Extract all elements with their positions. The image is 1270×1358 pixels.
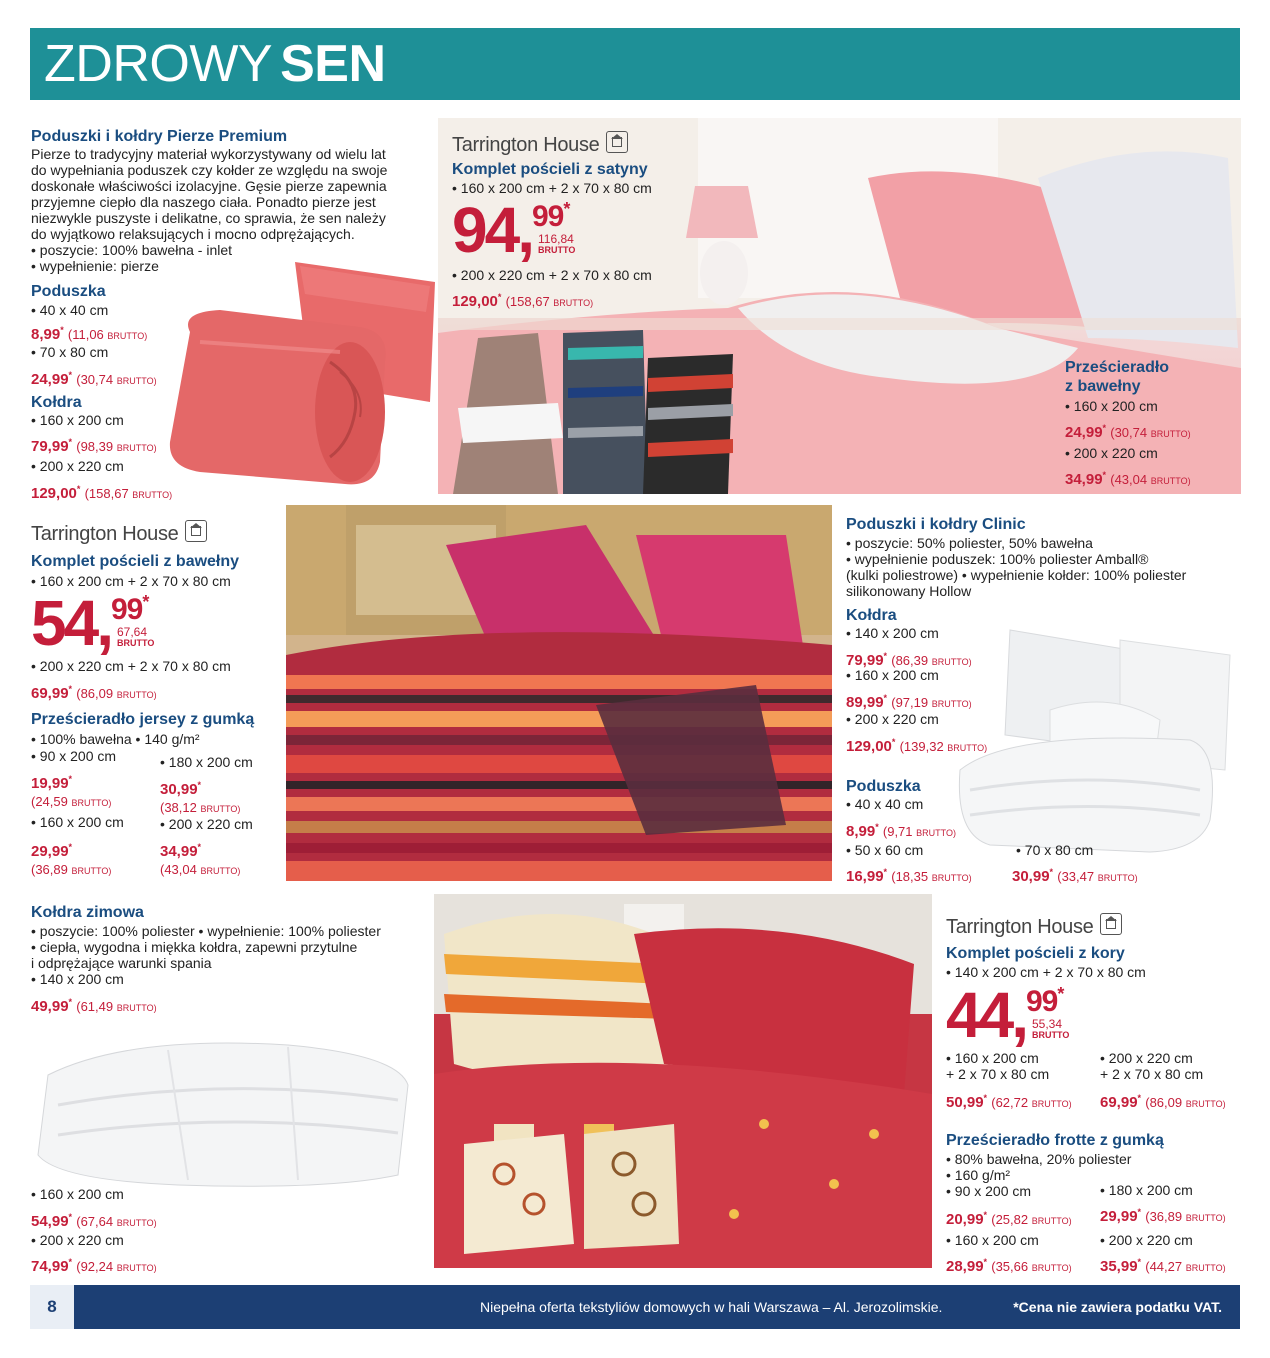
seersucker-bedding-photo [434,894,932,1268]
size-label: • 70 x 80 cm [31,344,109,360]
size-label: • 160 x 200 cm [31,814,124,830]
size-label: • 200 x 220 cm + 2 x 70 x 80 cm [1100,1050,1204,1082]
price: 89,99* (97,19 BRUTTO) [846,693,972,711]
page-number: 8 [30,1285,74,1329]
s3-big-price: 54, 99* 67,64 BRUTTO [31,587,155,659]
price: 8,99* (11,06 BRUTTO) [31,325,148,343]
s2-big-price: 94, 99* 116,84 BRUTTO [452,194,576,266]
price: 19,99* (24,59 BRUTTO) [31,774,112,809]
house-brand-icon [606,131,628,153]
price: 79,99* (98,39 BRUTTO) [31,437,157,455]
size-label: • 160 x 200 cm + 2 x 70 x 80 cm [31,573,231,589]
price: 8,99* (9,71 BRUTTO) [846,822,956,840]
vat-note: *Cena nie zawiera podatku VAT. [1013,1299,1222,1315]
s4-duvet-title: Kołdra [846,607,897,624]
size-label: • 200 x 220 cm + 2 x 70 x 80 cm [31,658,231,674]
size-label: • 160 x 200 cm [1065,398,1158,414]
spec-line: (kulki poliestrowe) • wypełnienie kołder: 100% poliester [846,567,1187,583]
price: 29,99* (36,89 BRUTTO) [31,842,112,877]
s5-specs [31,923,431,987]
desc-line: do wyjątkowo relaksujących i mocno odprężających. [31,226,355,242]
price: 50,99* (62,72 BRUTTO) [946,1093,1072,1111]
size-label: • 70 x 80 cm [1016,842,1094,858]
size-label: • 140 x 200 cm [846,625,939,641]
price: 69,99* (86,09 BRUTTO) [31,684,157,702]
price: 29,99* (36,89 BRUTTO) [1100,1207,1226,1225]
price: 16,99* (18,35 BRUTTO) [846,867,972,885]
size-label: • 90 x 200 cm [31,748,117,764]
price: 20,99* (25,82 BRUTTO) [946,1210,1072,1228]
size-label: • 200 x 220 cm [31,458,124,474]
price: 30,99* (38,12 BRUTTO) [160,780,241,815]
size-label: • 40 x 40 cm [31,302,109,318]
size-label: • 180 x 200 cm [160,754,253,770]
desc-line: niezwykle puszyste i delikatne, co sprawia, że sen należy [31,210,386,226]
price: 129,00* (139,32 BRUTTO) [846,737,988,755]
size-label: • 160 x 200 cm + 2 x 70 x 80 cm [452,180,652,196]
title-bold: SEN [280,35,386,93]
price: 69,99* (86,09 BRUTTO) [1100,1093,1226,1111]
spec-line: • poszycie: 100% bawełna - inlet [31,242,233,258]
spec-line: • ciepła, wygodna i miękka kołdra, zapewni przytulne [31,939,358,955]
spec-line: • poszycie: 50% poliester, 50% bawełna [846,535,1093,551]
s3-jersey-title: Prześcieradło jersey z gumką [31,711,255,728]
price: 34,99* (43,04 BRUTTO) [160,842,241,877]
size-label: • 200 x 220 cm + 2 x 70 x 80 cm [452,267,652,283]
s4-pillow-title: Poduszka [846,778,921,795]
price: 54,99* (67,64 BRUTTO) [31,1212,157,1230]
desc-line: do wypełniania poduszek czy kołder ze względu na swoje [31,162,388,178]
price: 79,99* (86,39 BRUTTO) [846,651,972,669]
s3-title: Komplet pościeli z bawełny [31,553,240,570]
s6-big-price: 44, 99* 55,34 BRUTTO [946,979,1070,1051]
brand-logo: Tarrington House [31,520,207,546]
spec-line: • wypełnienie: pierze [31,258,159,274]
price: 34,99* (43,04 BRUTTO) [1065,470,1191,488]
size-label: • 200 x 220 cm [1065,445,1158,461]
page-title [44,34,386,94]
s4-specs [846,535,1236,599]
s2-sheet-title: Prześcieradło z bawełny [1065,359,1170,395]
s1-pillow-title: Poduszka [31,283,106,300]
price: 74,99* (92,24 BRUTTO) [31,1257,157,1275]
s2-title: Komplet pościeli z satyny [452,161,648,178]
price: 28,99* (35,66 BRUTTO) [946,1257,1072,1275]
size-label: • 140 x 200 cm [31,971,124,987]
price: 24,99* (30,74 BRUTTO) [31,370,157,388]
house-brand-icon [1100,913,1122,935]
size-label: • 160 x 200 cm [946,1232,1039,1248]
size-label: • 200 x 220 cm [31,1232,124,1248]
price: 24,99* (30,74 BRUTTO) [1065,423,1191,441]
s4-title: Poduszki i kołdry Clinic [846,516,1026,533]
footer-note: Niepełna oferta tekstyliów domowych w hali Warszawa – Al. Jerozolimskie. [480,1299,943,1315]
size-label: • 200 x 220 cm [846,711,939,727]
spec-line: • poszycie: 100% poliester • wypełnienie: 100% poliester [31,923,381,939]
size-label: • 200 x 220 cm [1100,1232,1193,1248]
white-pillows-duvet-image [950,620,1240,860]
house-brand-icon [185,520,207,542]
spec-line: • 100% bawełna • 140 g/m² [31,731,200,747]
s1-duvet-title: Kołdra [31,394,82,411]
price: 35,99* (44,27 BRUTTO) [1100,1257,1226,1275]
size-label: • 50 x 60 cm [846,842,924,858]
size-label: • 40 x 40 cm [846,796,924,812]
size-label: • 180 x 200 cm [1100,1182,1193,1198]
spec-line: i odprężające warunki spania [31,955,212,971]
pink-pillow-duvet-image [160,252,440,492]
s6-frotte-title: Prześcieradło frotte z gumką [946,1132,1164,1149]
title-light: ZDROWY [44,35,273,93]
brand-logo: Tarrington House [946,913,1122,939]
page-footer [30,1285,1240,1329]
desc-line: doskonałe właściwości izolacyjne. Gęsie pierze zapewnia [31,178,387,194]
brand-logo: Tarrington House [452,131,628,157]
price: 129,00* (158,67 BRUTTO) [452,292,594,310]
winter-duvet-image [28,1015,418,1195]
size-label: • 160 x 200 cm [31,1186,124,1202]
desc-line: przyjemne ciepło dla naszego ciała. Ponadto pierze jest [31,194,376,210]
size-label: • 200 x 220 cm [160,816,253,832]
desc-line: Pierze to tradycyjny materiał wykorzystywany od wielu lat [31,146,386,162]
page-banner [30,28,1240,100]
cotton-bedding-photo [286,505,832,881]
spec-line: • wypełnienie poduszek: 100% poliester Amball® [846,551,1149,567]
s6-frotte-specs: • 80% bawełna, 20% poliester • 160 g/m² • 90 x 200 cm [946,1151,1132,1199]
size-label: • 160 x 200 cm + 2 x 70 x 80 cm [946,1050,1050,1082]
size-label: • 160 x 200 cm [31,412,124,428]
spec-line: silikonowany Hollow [846,583,972,599]
s6-title: Komplet pościeli z kory [946,945,1125,962]
s5-title: Kołdra zimowa [31,904,144,921]
price: 49,99* (61,49 BRUTTO) [31,997,157,1015]
price: 30,99* (33,47 BRUTTO) [1012,867,1138,885]
size-label: • 140 x 200 cm + 2 x 70 x 80 cm [946,964,1146,980]
price: 129,00* (158,67 BRUTTO) [31,484,173,502]
size-label: • 160 x 200 cm [846,667,939,683]
s1-title: Poduszki i kołdry Pierze Premium [31,128,288,145]
